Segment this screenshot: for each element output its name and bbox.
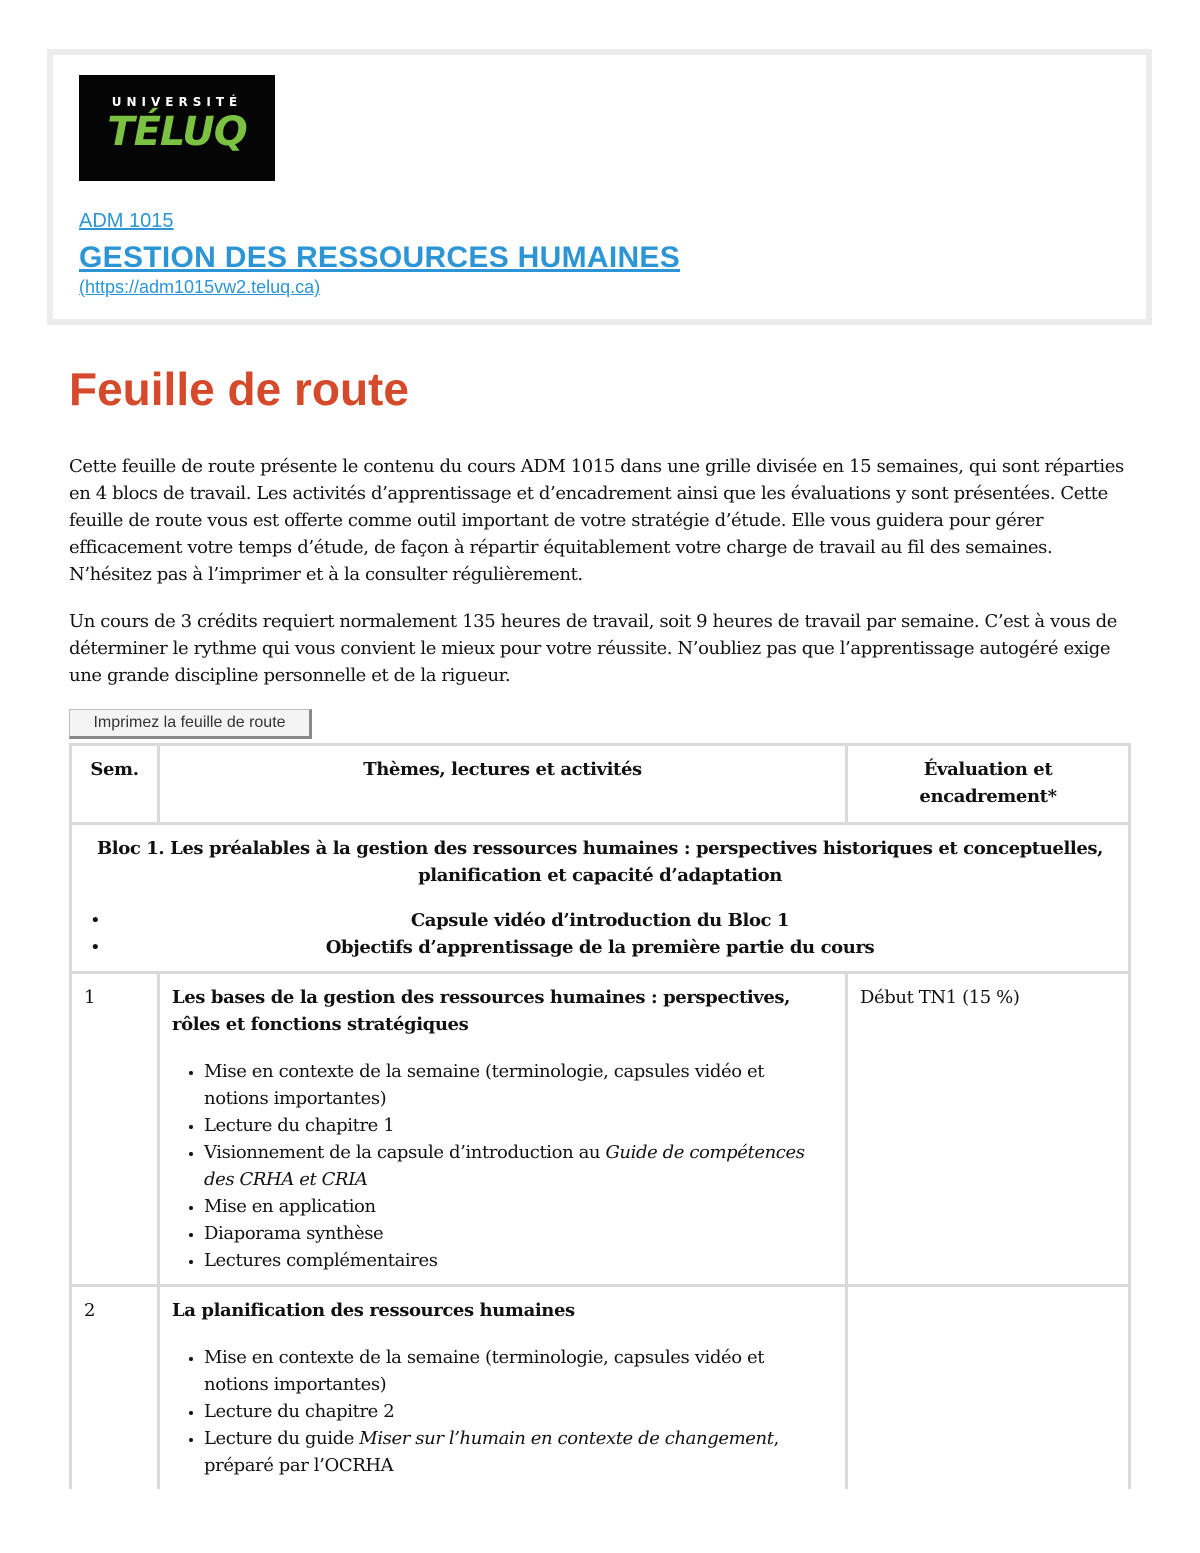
bloc-1-item-video: Capsule vidéo d’introduction du Bloc 1 [410, 910, 790, 931]
logo-text-universite: UNIVERSITÉ [111, 95, 243, 109]
list-item: • Lecture du guide Miser sur l’humain en contexte de changement, préparé par l’OCRHA [204, 1425, 833, 1479]
header-evaluation: Évaluation et encadrement* [847, 745, 1130, 824]
week-1-content [159, 973, 847, 1286]
roadmap-table [69, 743, 1131, 1489]
bloc-1-cell [71, 824, 1130, 973]
week-2-evaluation [847, 1286, 1130, 1490]
guide-title: Miser sur l’humain en contexte de changement [359, 1428, 774, 1449]
week-2-number: 2 [71, 1286, 159, 1490]
intro-paragraph-1: Cette feuille de route présente le contenu du cours ADM 1015 dans une grille divisée en 15 semaines, qui sont réparties en 4 blocs de travail. Les activités d’apprentissage et d’encadrement ainsi que les évaluations y sont présentées. Cette feuille de route vous est offerte comme outil important de votre stratégie d’étude. Elle vous guidera pour gérer efficacement votre temps d’étude, de façon à répartir équitablement votre charge de travail au fil des semaines. N’hésitez pas à l’imprimer et à la consulter régulièrement. [69, 456, 1124, 585]
teluq-logo [79, 75, 275, 181]
header-sem: Sem. [71, 745, 159, 824]
header-themes: Thèmes, lectures et activités [159, 745, 847, 824]
bloc-1-title: Bloc 1. Les préalables à la gestion des ressources humaines : perspectives historiques et conceptuelles, planification et capacité d’adaptation [96, 838, 1103, 886]
course-url-link[interactable]: (https://adm1015vw2.teluq.ca) [79, 277, 321, 297]
list-item: • Mise en contexte de la semaine (terminologie, capsules vidéo et notions importantes) [204, 1058, 833, 1112]
week-1-activities [172, 1058, 833, 1274]
list-item: • Mise en application [204, 1193, 833, 1220]
week-2-title: La planification des ressources humaines [172, 1300, 575, 1321]
list-item: • Lectures complémentaires [204, 1247, 833, 1274]
week-1-number: 1 [71, 973, 159, 1286]
list-item: • Lecture du chapitre 2 [204, 1398, 833, 1425]
list-item: • Lecture du chapitre 1 [204, 1112, 833, 1139]
table-header-row [71, 745, 1130, 824]
course-title-link[interactable]: GESTION DES RESSOURCES HUMAINES [79, 241, 681, 274]
logo-text-teluq: TÉLUQ [107, 109, 247, 155]
list-item: • Visionnement de la capsule d’introduction au Guide de compétences des CRHA et CRIA [204, 1139, 833, 1193]
intro-text [69, 453, 1133, 709]
list-item: • Capsule vidéo d’introduction du Bloc 1 [90, 910, 790, 931]
course-header [47, 49, 1152, 325]
bloc-1-list [84, 907, 1116, 961]
course-code-link[interactable]: ADM 1015 [79, 210, 174, 232]
table-row [71, 1286, 1130, 1490]
list-item: • Diaporama synthèse [204, 1220, 833, 1247]
bloc-1-item-objectives: Objectifs d’apprentissage de la première partie du cours [325, 937, 875, 958]
bloc-row [71, 824, 1130, 973]
intro-paragraph-2: Un cours de 3 crédits requiert normalement 135 heures de travail, soit 9 heures de travail par semaine. C’est à vous de déterminer le rythme qui vous convient le mieux pour votre réussite. N’oubliez pas que l’apprentissage autogéré exige une grande discipline personnelle et de la rigueur. [69, 611, 1118, 686]
week-1-title: Les bases de la gestion des ressources humaines : perspectives, rôles et fonctions stratégiques [172, 987, 791, 1035]
table-row [71, 973, 1130, 1286]
page-title: Feuille de route [69, 363, 409, 415]
print-roadmap-button[interactable]: Imprimez la feuille de route [69, 709, 312, 739]
week-2-activities [172, 1344, 833, 1479]
list-item: • Objectifs d’apprentissage de la première partie du cours [90, 937, 875, 958]
list-item: • Mise en contexte de la semaine (terminologie, capsules vidéo et notions importantes) [204, 1344, 833, 1398]
week-2-content [159, 1286, 847, 1490]
guide-title: Guide de compétences des CRHA et CRIA [204, 1142, 805, 1190]
week-1-evaluation: Début TN1 (15 %) [847, 973, 1130, 1286]
